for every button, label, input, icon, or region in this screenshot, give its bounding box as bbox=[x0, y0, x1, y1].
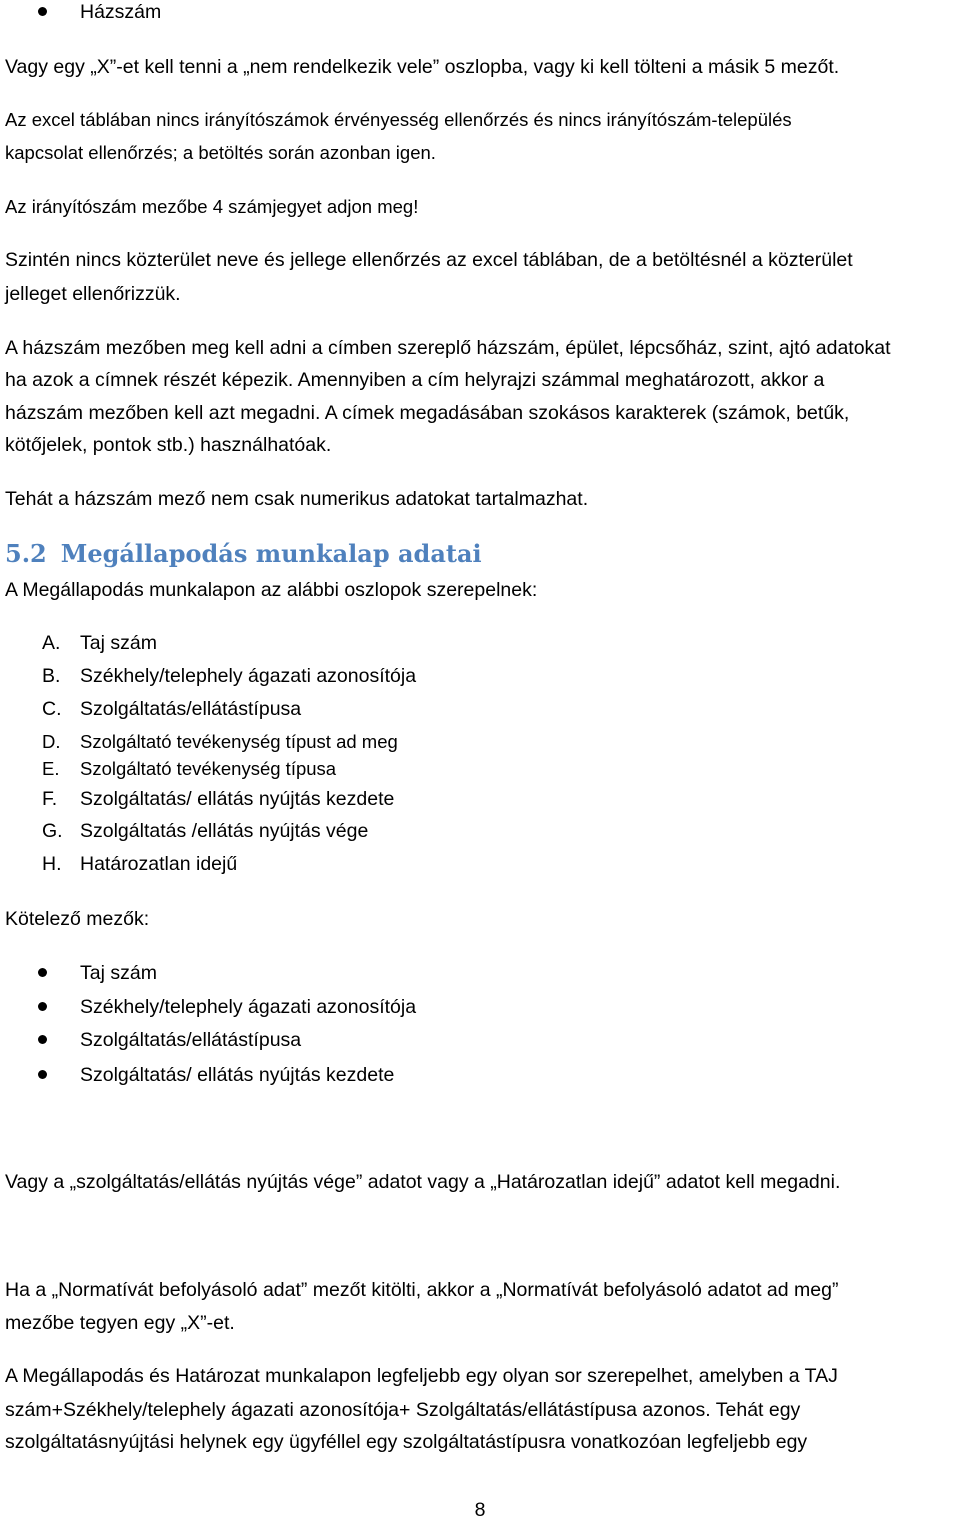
list-text: Taj szám bbox=[80, 632, 157, 654]
section-title: Megállapodás munkalap adatai bbox=[60, 539, 482, 568]
paragraph-line: jelleget ellenőrizzük. bbox=[5, 283, 181, 305]
list-letter: B. bbox=[42, 665, 61, 687]
list-text: Határozatlan idejű bbox=[80, 853, 238, 875]
paragraph-line: mezőbe tegyen egy „X”-et. bbox=[5, 1312, 235, 1334]
bullet-text: Szolgáltatás/ ellátás nyújtás kezdete bbox=[80, 1064, 395, 1086]
section-heading bbox=[5, 538, 482, 570]
page-number: 8 bbox=[474, 1499, 486, 1521]
paragraph-line: Vagy egy „X”-et kell tenni a „nem rendelkezik vele” oszlopba, vagy ki kell tölteni a másik 5 mezőt. bbox=[5, 56, 840, 78]
paragraph-line: Az irányítószám mezőbe 4 számjegyet adjon meg! bbox=[5, 196, 419, 217]
paragraph-line: házszám mezőben kell azt megadni. A címek megadásában szokásos karakterek (számok, betűk, bbox=[5, 402, 850, 424]
list-text: Szolgáltató tevékenység típusa bbox=[80, 758, 337, 779]
section-number: 5.2 bbox=[5, 539, 47, 568]
list-text: Szolgáltató tevékenység típust ad meg bbox=[80, 731, 398, 752]
list-text: Szolgáltatás /ellátás nyújtás vége bbox=[80, 820, 369, 842]
list-text: Szolgáltatás/ellátástípusa bbox=[80, 698, 302, 720]
list-text: Szolgáltatás/ ellátás nyújtás kezdete bbox=[80, 788, 395, 810]
paragraph-line: szám+Székhely/telephely ágazati azonosítója+ Szolgáltatás/ellátástípusa azonos. Tehát egy bbox=[5, 1399, 801, 1421]
bullet-dot-icon bbox=[38, 1002, 47, 1011]
list-letter: D. bbox=[42, 731, 61, 752]
list-letter: C. bbox=[42, 698, 62, 720]
list-text: Székhely/telephely ágazati azonosítója bbox=[80, 665, 417, 687]
paragraph-line: kapcsolat ellenőrzés; a betöltés során azonban igen. bbox=[5, 142, 436, 163]
list-letter: H. bbox=[42, 853, 62, 875]
list-letter: G. bbox=[42, 820, 63, 842]
list-letter: F. bbox=[42, 788, 58, 810]
bullet-text: Taj szám bbox=[80, 962, 157, 984]
paragraph-line: A házszám mezőben meg kell adni a címben szereplő házszám, épület, lépcsőház, szint, ajtó adatokat bbox=[5, 337, 891, 359]
list-intro: A Megállapodás munkalapon az alábbi oszlopok szerepelnek: bbox=[5, 579, 538, 601]
bullet-text: Székhely/telephely ágazati azonosítója bbox=[80, 996, 417, 1018]
paragraph-line: Vagy a „szolgáltatás/ellátás nyújtás vége” adatot vagy a „Határozatlan idejű” adatot kell megadni. bbox=[5, 1171, 841, 1193]
bullet-dot-icon bbox=[38, 1035, 47, 1044]
paragraph-line: szolgáltatásnyújtási helynek egy ügyféllel egy szolgáltatástípusra vonatkozóan legfeljebb egy bbox=[5, 1431, 808, 1453]
list-letter: E. bbox=[42, 758, 60, 779]
paragraph-line: Tehát a házszám mező nem csak numerikus adatokat tartalmazhat. bbox=[5, 488, 589, 510]
paragraph-line: kötőjelek, pontok stb.) használhatóak. bbox=[5, 434, 332, 456]
bullet-text: Házszám bbox=[80, 1, 162, 23]
paragraph-line: ha azok a címnek részét képezik. Amennyiben a cím helyrajzi számmal meghatározott, akkor a bbox=[5, 369, 825, 391]
paragraph-line: Szintén nincs közterület neve és jellege ellenőrzés az excel táblában, de a betöltésnél a közterület bbox=[5, 249, 853, 271]
paragraph-line: Ha a „Normatívát befolyásoló adat” mezőt kitölti, akkor a „Normatívát befolyásoló adatot ad meg” bbox=[5, 1279, 839, 1301]
bullet-dot-icon bbox=[38, 968, 47, 977]
bullet-text: Szolgáltatás/ellátástípusa bbox=[80, 1029, 302, 1051]
required-label: Kötelező mezők: bbox=[5, 908, 150, 930]
list-letter: A. bbox=[42, 632, 61, 654]
paragraph-line: Az excel táblában nincs irányítószámok érvényesség ellenőrzés és nincs irányítószám-település bbox=[5, 109, 792, 130]
bullet-dot-icon bbox=[38, 7, 47, 16]
bullet-dot-icon bbox=[38, 1070, 47, 1079]
paragraph-line: A Megállapodás és Határozat munkalapon legfeljebb egy olyan sor szerepelhet, amelyben a TAJ bbox=[5, 1365, 838, 1387]
